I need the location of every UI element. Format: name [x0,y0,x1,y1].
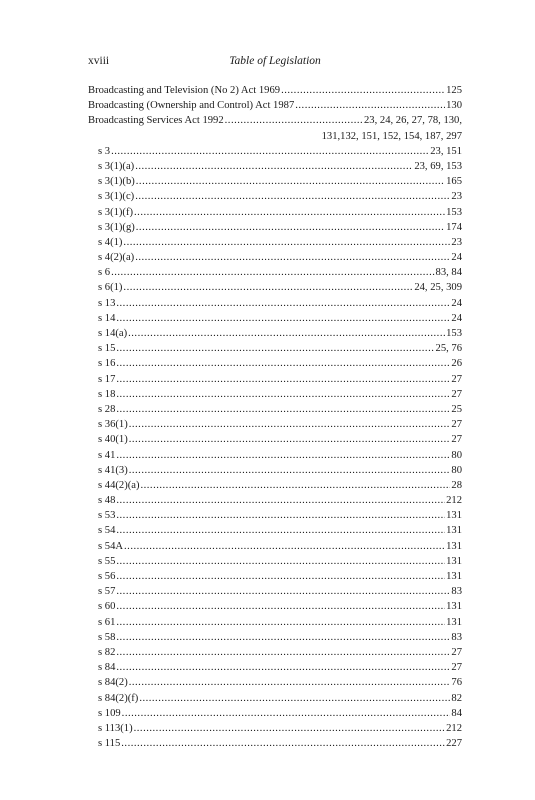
entry-pages: 24 [451,252,462,264]
entry-pages: 153 [446,206,462,218]
entry-name: s 3(1)(a) [98,160,135,172]
dot-leader [136,220,445,235]
section-entry [88,311,462,326]
entry-pages: 131 [446,540,462,552]
entry-name: s 3(1)(f) [98,206,134,218]
dot-leader [136,174,445,189]
entry-name: s 53 [98,510,116,522]
dot-leader [116,584,450,599]
entry-name: s 82 [98,646,116,658]
entry-pages: 212 [446,722,462,734]
entry-pages: 26 [451,358,462,370]
section-entry [88,356,462,371]
section-entry [88,493,462,508]
dot-leader [116,448,450,463]
entry-name: s 44(2)(a) [98,479,140,491]
dot-leader [116,372,450,387]
entry-name: s 16 [98,358,116,370]
section-entry [88,144,462,159]
running-title: Table of Legislation [229,55,321,67]
entry-name: s 17 [98,373,116,385]
entry-pages: 227 [446,738,462,750]
entry-pages: 23, 24, 26, 27, 78, 130, [364,115,462,127]
section-entry [88,706,462,721]
section-entry [88,159,462,174]
entry-name: s 6(1) [98,282,123,294]
entry-pages: 82 [451,692,462,704]
entry-pages: 165 [446,176,462,188]
section-entry [88,250,462,265]
entry-name: s 115 [98,738,121,750]
section-entry [88,721,462,736]
entry-name: s 58 [98,631,116,643]
section-entry [88,736,462,751]
dot-leader [139,691,450,706]
entry-name: s 18 [98,388,116,400]
entry-pages: 27 [451,662,462,674]
entry-name: s 60 [98,601,116,613]
entry-name: s 3(1)(c) [98,191,135,203]
entry-name: s 40(1) [98,434,128,446]
entry-name: s 54 [98,525,116,537]
dot-leader [116,660,450,675]
section-entry [88,296,462,311]
entry-pages: 80 [451,464,462,476]
dot-leader [116,645,450,660]
dot-leader [121,736,445,751]
dot-leader [116,387,450,402]
section-entry [88,402,462,417]
entry-name: s 109 [98,707,121,719]
entry-pages: 130 [446,100,462,112]
dot-leader [116,311,450,326]
section-entry [88,372,462,387]
section-entry [88,341,462,356]
entry-name: s 61 [98,616,116,628]
entry-name: s 6 [98,267,111,279]
section-entry [88,569,462,584]
entry-name: s 54A [98,540,124,552]
entry-pages: 125 [446,85,462,96]
entry-pages-continuation: 131,132, 151, 152, 154, 187, 297 [321,130,462,142]
dot-leader [116,569,445,584]
entry-name: s 41(3) [98,464,128,476]
section-entry [88,265,462,280]
section-entry [88,235,462,250]
section-entry [88,675,462,690]
entry-name: s 3 [98,145,111,157]
dot-leader [129,417,451,432]
entry-name: s 84(2) [98,677,128,689]
act-entry [88,113,462,128]
dot-leader [116,508,445,523]
entry-pages: 83, 84 [435,267,462,279]
section-entry [88,523,462,538]
dot-leader [134,205,445,220]
section-entry [88,220,462,235]
entry-name: s 3(1)(b) [98,176,135,188]
section-entry [88,417,462,432]
entry-name: s 28 [98,403,116,415]
entry-pages: 25, 76 [435,343,462,355]
entry-name: Broadcasting Services Act 1992 [88,115,224,127]
act-entry [88,83,462,98]
section-entry [88,554,462,569]
entry-name: s 3(1)(g) [98,221,135,233]
dot-leader [281,83,445,98]
section-entry [88,463,462,478]
entry-name: Broadcasting and Television (No 2) Act 1969 [88,85,281,96]
dot-leader [128,326,445,341]
section-entry [88,189,462,204]
page-header [88,55,462,71]
table-of-legislation [88,83,462,751]
entry-pages: 83 [451,631,462,643]
dot-leader [123,280,413,295]
dot-leader [140,478,450,493]
entry-pages: 23, 69, 153 [414,160,462,172]
entry-pages: 24 [451,312,462,324]
entry-pages: 27 [451,646,462,658]
entry-name: s 4(2)(a) [98,252,135,264]
section-entry [88,280,462,295]
entry-name: s 14 [98,312,116,324]
entry-pages: 212 [446,495,462,507]
entry-name: s 84(2)(f) [98,692,139,704]
dot-leader [116,523,445,538]
entry-pages: 174 [446,221,462,233]
section-entry [88,584,462,599]
entry-name: s 13 [98,297,116,309]
entry-pages: 131 [446,601,462,613]
entry-name: s 56 [98,571,116,582]
dot-leader [135,189,450,204]
entry-pages: 131 [446,555,462,567]
entry-name: s 57 [98,586,116,598]
section-entry [88,432,462,447]
dot-leader [111,265,434,280]
section-entry [88,615,462,630]
section-entry [88,508,462,523]
page-number: xviii [88,55,110,67]
section-entry [88,599,462,614]
entry-pages: 28 [451,479,462,491]
section-entry [88,645,462,660]
entry-name: s 36(1) [98,419,128,431]
section-entry [88,326,462,341]
dot-leader [116,356,450,371]
entry-pages: 153 [446,328,462,339]
entry-pages: 27 [451,373,462,385]
section-entry [88,387,462,402]
entry-name: s 41 [98,449,116,461]
entry-name: s 48 [98,495,116,507]
entry-pages: 83 [451,586,462,598]
dot-leader [135,250,450,265]
entry-name: Broadcasting (Ownership and Control) Act 1987 [88,100,295,112]
entry-pages: 25 [451,403,462,415]
entry-pages: 23 [451,191,462,203]
dot-leader [116,402,450,417]
section-entry [88,691,462,706]
section-entry [88,478,462,493]
dot-leader [116,493,445,508]
entry-name: s 15 [98,343,116,355]
dot-leader [116,341,434,356]
entry-pages: 84 [451,707,462,719]
section-entry [88,660,462,675]
entry-pages: 131 [446,571,462,582]
entry-pages: 24, 25, 309 [414,282,462,294]
entry-pages: 23 [451,236,462,248]
dot-leader [116,296,450,311]
section-entry [88,174,462,189]
entry-pages: 27 [451,419,462,431]
dot-leader [116,554,445,569]
dot-leader [124,539,445,554]
entry-pages: 131 [446,510,462,522]
entry-pages: 27 [451,434,462,446]
dot-leader [135,159,413,174]
dot-leader [116,630,450,645]
entry-pages: 131 [446,616,462,628]
dot-leader [225,113,363,128]
dot-leader [129,432,451,447]
dot-leader [134,721,445,736]
section-entry [88,630,462,645]
section-entry [88,448,462,463]
dot-leader [123,235,450,250]
entry-pages: 76 [451,677,462,689]
entry-name: s 55 [98,555,116,567]
entry-name: s 14(a) [98,328,128,339]
dot-leader [295,98,445,113]
dot-leader [116,599,445,614]
entry-pages: 24 [451,297,462,309]
act-entry [88,98,462,113]
dot-leader [122,706,451,721]
entry-name: s 84 [98,662,116,674]
section-entry [88,205,462,220]
entry-pages: 23, 151 [430,145,462,157]
entry-name: s 113(1) [98,722,133,734]
entry-pages: 27 [451,388,462,400]
dot-leader [111,144,429,159]
entry-pages: 131 [446,525,462,537]
dot-leader [116,615,445,630]
section-entry [88,539,462,554]
dot-leader [129,675,451,690]
entry-name: s 4(1) [98,236,123,248]
entry-pages: 80 [451,449,462,461]
dot-leader [129,463,451,478]
